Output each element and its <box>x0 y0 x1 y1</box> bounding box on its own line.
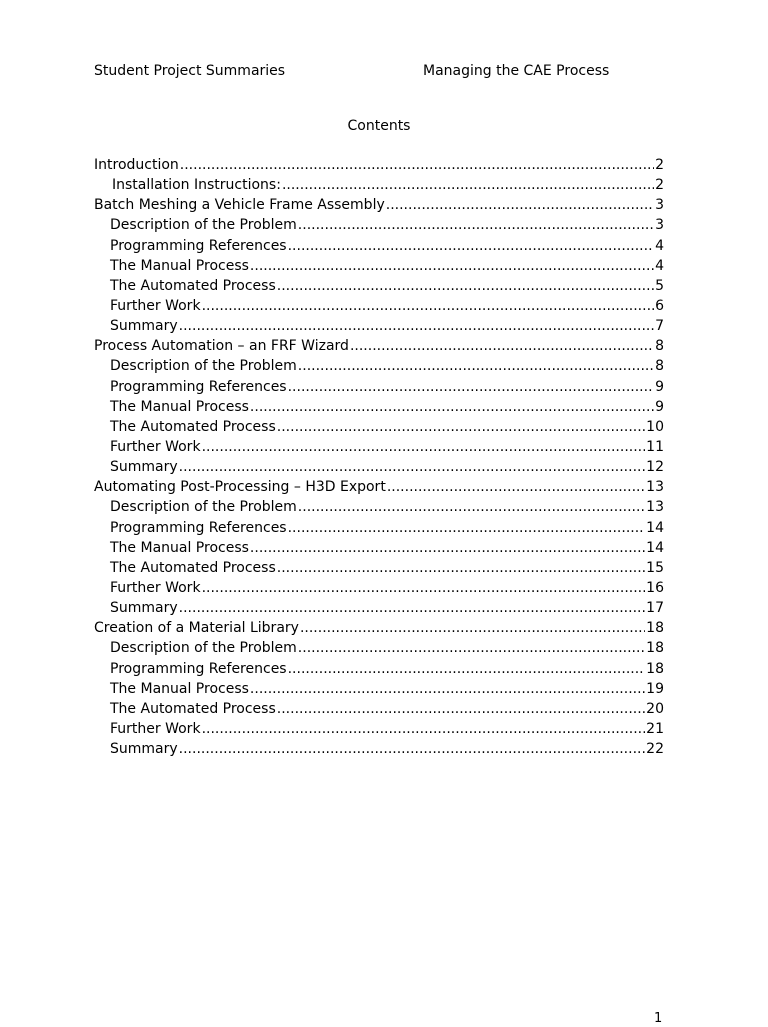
toc-page-number: 4 <box>655 257 664 274</box>
toc-page-number: 14 <box>646 519 664 536</box>
toc-dot-leader <box>180 155 654 175</box>
toc-dot-leader <box>202 437 646 457</box>
running-header-left: Student Project Summaries <box>94 63 286 79</box>
toc-page-number: 17 <box>646 600 664 617</box>
toc-entry-title: Further Work <box>110 438 201 455</box>
toc-entry-automated-process[interactable] <box>94 276 664 296</box>
toc-entry-automated-process[interactable] <box>94 558 664 578</box>
toc-entry-further-work[interactable] <box>94 578 664 598</box>
toc-page-number: 5 <box>655 277 664 294</box>
toc-entry-title: Programming References <box>110 660 287 677</box>
toc-entry-title: Further Work <box>110 297 201 314</box>
toc-dot-leader <box>387 477 645 497</box>
toc-dot-leader <box>277 558 645 578</box>
toc-page-number: 18 <box>646 620 664 637</box>
toc-page-number: 2 <box>655 177 664 194</box>
toc-dot-leader <box>277 276 654 296</box>
toc-entry-material-library[interactable] <box>94 618 664 638</box>
toc-entry-summary[interactable] <box>94 457 664 477</box>
toc-entry-title: Description of the Problem <box>110 217 297 234</box>
toc-entry-description[interactable] <box>94 638 664 658</box>
toc-page-number: 15 <box>646 559 664 576</box>
toc-entry-title: Programming References <box>110 519 287 536</box>
toc-dot-leader <box>288 236 654 256</box>
toc-entry-installation-instructions[interactable] <box>94 175 664 195</box>
toc-entry-title: The Automated Process <box>110 700 276 717</box>
toc-page-number: 21 <box>646 720 664 737</box>
toc-dot-leader <box>202 719 646 739</box>
toc-entry-manual-process[interactable] <box>94 397 664 417</box>
toc-dot-leader <box>179 457 646 477</box>
toc-page-number: 18 <box>646 660 664 677</box>
toc-entry-further-work[interactable] <box>94 296 664 316</box>
toc-dot-leader <box>298 497 645 517</box>
toc-entry-title: Programming References <box>110 378 287 395</box>
toc-dot-leader <box>300 618 645 638</box>
toc-dot-leader <box>282 175 654 195</box>
toc-page-number: 10 <box>646 418 664 435</box>
toc-page-number: 8 <box>655 358 664 375</box>
toc-dot-leader <box>288 377 654 397</box>
toc-entry-description[interactable] <box>94 215 664 235</box>
toc-entry-programming-references[interactable] <box>94 236 664 256</box>
toc-entry-title: The Automated Process <box>110 277 276 294</box>
toc-page-number: 12 <box>646 459 664 476</box>
toc-entry-title: Description of the Problem <box>110 499 297 516</box>
toc-entry-programming-references[interactable] <box>94 659 664 679</box>
toc-entry-title: Summary <box>110 459 178 476</box>
toc-page-number: 11 <box>646 438 664 455</box>
toc-entry-summary[interactable] <box>94 598 664 618</box>
toc-dot-leader <box>298 638 645 658</box>
toc-entry-title: The Automated Process <box>110 559 276 576</box>
toc-entry-title: Description of the Problem <box>110 358 297 375</box>
toc-page-number: 9 <box>655 378 664 395</box>
toc-dot-leader <box>298 215 654 235</box>
toc-entry-title: Automating Post-Processing – H3D Export <box>94 479 386 496</box>
toc-page-number: 2 <box>655 157 664 173</box>
toc-entry-title: Summary <box>110 600 178 617</box>
toc-entry-programming-references[interactable] <box>94 518 664 538</box>
toc-entry-further-work[interactable] <box>94 437 664 457</box>
toc-page-number: 13 <box>646 499 664 516</box>
toc-dot-leader <box>250 397 654 417</box>
toc-dot-leader <box>179 316 654 336</box>
toc-entry-manual-process[interactable] <box>94 256 664 276</box>
toc-entry-title: The Manual Process <box>110 680 249 697</box>
toc-page-number: 7 <box>655 318 664 335</box>
toc-entry-further-work[interactable] <box>94 719 664 739</box>
toc-dot-leader <box>179 598 646 618</box>
toc-dot-leader <box>250 256 654 276</box>
toc-entry-title: Further Work <box>110 579 201 596</box>
toc-dot-leader <box>202 296 655 316</box>
toc-entry-automating-post-processing[interactable] <box>94 477 664 497</box>
toc-page-number: 3 <box>655 197 664 214</box>
toc-entry-automated-process[interactable] <box>94 417 664 437</box>
toc-entry-title: The Manual Process <box>110 539 249 556</box>
running-header-right: Managing the CAE Process <box>423 63 610 79</box>
toc-entry-summary[interactable] <box>94 316 664 336</box>
toc-entry-title: Installation Instructions: <box>112 177 281 194</box>
toc-entry-manual-process[interactable] <box>94 679 664 699</box>
toc-dot-leader <box>277 417 645 437</box>
toc-dot-leader <box>179 739 646 759</box>
toc-entry-manual-process[interactable] <box>94 538 664 558</box>
toc-dot-leader <box>250 538 645 558</box>
toc-entry-title: The Manual Process <box>110 257 249 274</box>
toc-dot-leader <box>386 195 654 215</box>
toc-entry-summary[interactable] <box>94 739 664 759</box>
toc-entry-title: Further Work <box>110 720 201 737</box>
toc-entry-title: Summary <box>110 318 178 335</box>
toc-page-number: 22 <box>646 741 664 758</box>
toc-page-number: 9 <box>655 398 664 415</box>
toc-entry-title: The Manual Process <box>110 398 249 415</box>
toc-page-number: 13 <box>646 479 664 496</box>
toc-dot-leader <box>277 699 645 719</box>
toc-entry-description[interactable] <box>94 356 664 376</box>
toc-entry-title: Introduction <box>94 157 179 173</box>
toc-entry-process-automation[interactable] <box>94 336 664 356</box>
toc-entry-title: Process Automation – an FRF Wizard <box>94 338 349 355</box>
toc-page-number: 4 <box>655 237 664 254</box>
toc-dot-leader <box>350 336 654 356</box>
toc-page-number: 16 <box>646 579 664 596</box>
toc-entry-title: Batch Meshing a Vehicle Frame Assembly <box>94 197 385 214</box>
toc-page-number: 20 <box>646 700 664 717</box>
table-of-contents <box>94 155 664 759</box>
page-number: 1 <box>654 1011 663 1026</box>
toc-dot-leader <box>288 659 646 679</box>
toc-entry-title: Programming References <box>110 237 287 254</box>
toc-entry-title: Summary <box>110 741 178 758</box>
toc-page-number: 6 <box>655 297 664 314</box>
toc-entry-automated-process[interactable] <box>94 699 664 719</box>
toc-entry-introduction[interactable] <box>94 155 664 175</box>
toc-entry-description[interactable] <box>94 497 664 517</box>
toc-page-number: 8 <box>655 338 664 355</box>
toc-dot-leader <box>298 356 654 376</box>
toc-entry-title: Description of the Problem <box>110 640 297 657</box>
toc-entry-title: Creation of a Material Library <box>94 620 299 637</box>
toc-dot-leader <box>202 578 646 598</box>
toc-page-number: 19 <box>646 680 664 697</box>
toc-dot-leader <box>250 679 645 699</box>
toc-entry-batch-meshing[interactable] <box>94 195 664 215</box>
toc-entry-programming-references[interactable] <box>94 377 664 397</box>
toc-dot-leader <box>288 518 646 538</box>
toc-page-number: 3 <box>655 217 664 234</box>
toc-entry-title: The Automated Process <box>110 418 276 435</box>
toc-page-number: 18 <box>646 640 664 657</box>
toc-page-number: 14 <box>646 539 664 556</box>
contents-heading: Contents <box>347 118 411 134</box>
